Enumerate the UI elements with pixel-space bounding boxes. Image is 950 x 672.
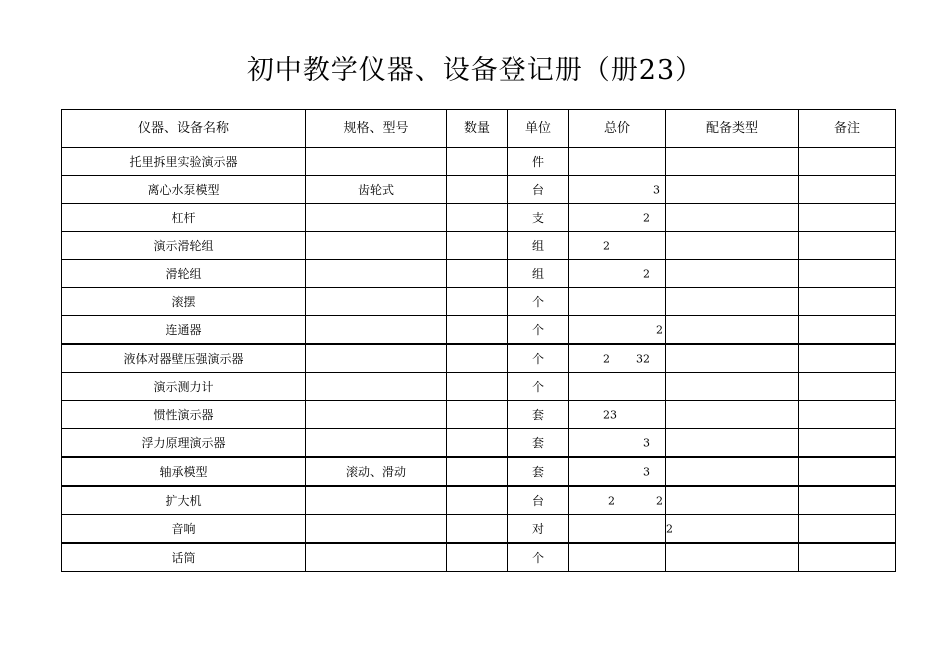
item-name: 扩大机 — [62, 486, 306, 515]
table-row — [62, 457, 896, 486]
table-row — [62, 204, 896, 232]
table-row — [62, 288, 896, 316]
table-row — [62, 316, 896, 345]
item-name: 演示滑轮组 — [62, 232, 306, 260]
table-row — [62, 232, 896, 260]
item-name: 滑轮组 — [62, 260, 306, 288]
item-unit: 个 — [508, 344, 569, 373]
item-price-b: 2 — [643, 267, 650, 280]
item-spec: 滚动、滑动 — [306, 457, 447, 486]
header-row — [62, 110, 896, 148]
item-price-b: 3 — [653, 183, 660, 196]
item-type — [666, 288, 799, 316]
item-price — [569, 373, 666, 401]
item-type — [666, 429, 799, 458]
item-name: 演示测力计 — [62, 373, 306, 401]
table-row — [62, 373, 896, 401]
header-note: 备注 — [799, 110, 896, 148]
item-qty — [447, 401, 508, 429]
item-type — [666, 486, 799, 515]
item-name: 杠杆 — [62, 204, 306, 232]
item-name: 液体对器壁压强演示器 — [62, 344, 306, 373]
item-spec — [306, 148, 447, 176]
item-name: 离心水泵模型 — [62, 176, 306, 204]
table-row — [62, 344, 896, 373]
item-qty — [447, 344, 508, 373]
item-type — [666, 316, 799, 345]
item-spec — [306, 316, 447, 345]
item-unit: 个 — [508, 288, 569, 316]
item-price-b: 2 — [656, 323, 663, 336]
item-type — [666, 260, 799, 288]
item-note — [799, 316, 896, 345]
item-type — [666, 176, 799, 204]
item-note — [799, 543, 896, 572]
item-price-a: 23 — [603, 408, 617, 421]
table-row — [62, 401, 896, 429]
item-unit: 台 — [508, 176, 569, 204]
item-note — [799, 457, 896, 486]
item-price — [569, 515, 666, 544]
item-qty — [447, 486, 508, 515]
item-price — [569, 176, 666, 204]
item-price-a: 2 — [603, 239, 610, 252]
item-unit: 支 — [508, 204, 569, 232]
header-name: 仪器、设备名称 — [62, 110, 306, 148]
item-note — [799, 401, 896, 429]
item-price-a: 2 — [608, 494, 615, 507]
item-price — [569, 148, 666, 176]
item-type — [666, 457, 799, 486]
item-name: 托里拆里实验演示器 — [62, 148, 306, 176]
item-price — [569, 232, 666, 260]
item-type — [666, 232, 799, 260]
item-price-b: 32 — [636, 352, 650, 365]
item-qty — [447, 288, 508, 316]
item-note — [799, 486, 896, 515]
item-unit: 个 — [508, 373, 569, 401]
item-note — [799, 515, 896, 544]
item-note — [799, 176, 896, 204]
item-name: 惯性演示器 — [62, 401, 306, 429]
table-row — [62, 486, 896, 515]
item-note — [799, 429, 896, 458]
item-qty — [447, 429, 508, 458]
item-unit: 件 — [508, 148, 569, 176]
item-note — [799, 288, 896, 316]
item-price — [569, 288, 666, 316]
item-type — [666, 401, 799, 429]
header-spec: 规格、型号 — [306, 110, 447, 148]
item-unit: 对 — [508, 515, 569, 544]
item-price — [569, 429, 666, 458]
item-price-b: 3 — [643, 465, 650, 478]
item-qty — [447, 316, 508, 345]
item-unit: 个 — [508, 316, 569, 345]
item-type-value: 2 — [666, 522, 673, 535]
item-unit: 台 — [508, 486, 569, 515]
item-type — [666, 373, 799, 401]
item-spec — [306, 515, 447, 544]
item-qty — [447, 543, 508, 572]
item-spec — [306, 260, 447, 288]
item-unit: 组 — [508, 260, 569, 288]
item-qty — [447, 373, 508, 401]
item-type — [666, 204, 799, 232]
item-price — [569, 344, 666, 373]
header-price: 总价 — [569, 110, 666, 148]
item-qty — [447, 260, 508, 288]
equipment-register-table — [61, 109, 896, 572]
item-spec — [306, 429, 447, 458]
item-spec — [306, 486, 447, 515]
item-unit: 套 — [508, 429, 569, 458]
item-unit: 组 — [508, 232, 569, 260]
item-note — [799, 232, 896, 260]
item-qty — [447, 515, 508, 544]
item-price — [569, 401, 666, 429]
item-name: 音响 — [62, 515, 306, 544]
item-unit: 套 — [508, 401, 569, 429]
item-qty — [447, 204, 508, 232]
item-spec — [306, 373, 447, 401]
item-price — [569, 316, 666, 345]
item-price — [569, 260, 666, 288]
item-spec — [306, 204, 447, 232]
item-qty — [447, 176, 508, 204]
item-price — [569, 486, 666, 515]
item-name: 轴承模型 — [62, 457, 306, 486]
item-qty — [447, 148, 508, 176]
item-name: 滚摆 — [62, 288, 306, 316]
item-spec — [306, 288, 447, 316]
item-type — [666, 148, 799, 176]
item-spec — [306, 401, 447, 429]
item-note — [799, 204, 896, 232]
item-type — [666, 543, 799, 572]
item-price — [569, 204, 666, 232]
item-note — [799, 373, 896, 401]
item-qty — [447, 232, 508, 260]
register-title: 初中教学仪器、设备登记册（册23） — [246, 55, 704, 86]
item-name: 连通器 — [62, 316, 306, 345]
item-qty — [447, 457, 508, 486]
table-row — [62, 429, 896, 458]
item-type — [666, 344, 799, 373]
table-row — [62, 515, 896, 544]
header-unit: 单位 — [508, 110, 569, 148]
item-spec — [306, 232, 447, 260]
table-row — [62, 543, 896, 572]
item-spec: 齿轮式 — [306, 176, 447, 204]
table-row — [62, 176, 896, 204]
item-unit: 个 — [508, 543, 569, 572]
item-note — [799, 148, 896, 176]
header-type: 配备类型 — [666, 110, 799, 148]
item-name: 话筒 — [62, 543, 306, 572]
item-spec — [306, 344, 447, 373]
item-name: 浮力原理演示器 — [62, 429, 306, 458]
item-price — [569, 457, 666, 486]
item-note — [799, 260, 896, 288]
item-spec — [306, 543, 447, 572]
item-price-b: 2 — [643, 211, 650, 224]
header-qty: 数量 — [447, 110, 508, 148]
table-row — [62, 260, 896, 288]
item-price-a: 2 — [603, 352, 610, 365]
item-unit: 套 — [508, 457, 569, 486]
item-note — [799, 344, 896, 373]
item-price — [569, 543, 666, 572]
table-row — [62, 148, 896, 176]
item-price-b: 2 — [656, 494, 663, 507]
item-price-b: 3 — [643, 436, 650, 449]
item-type — [666, 515, 799, 544]
